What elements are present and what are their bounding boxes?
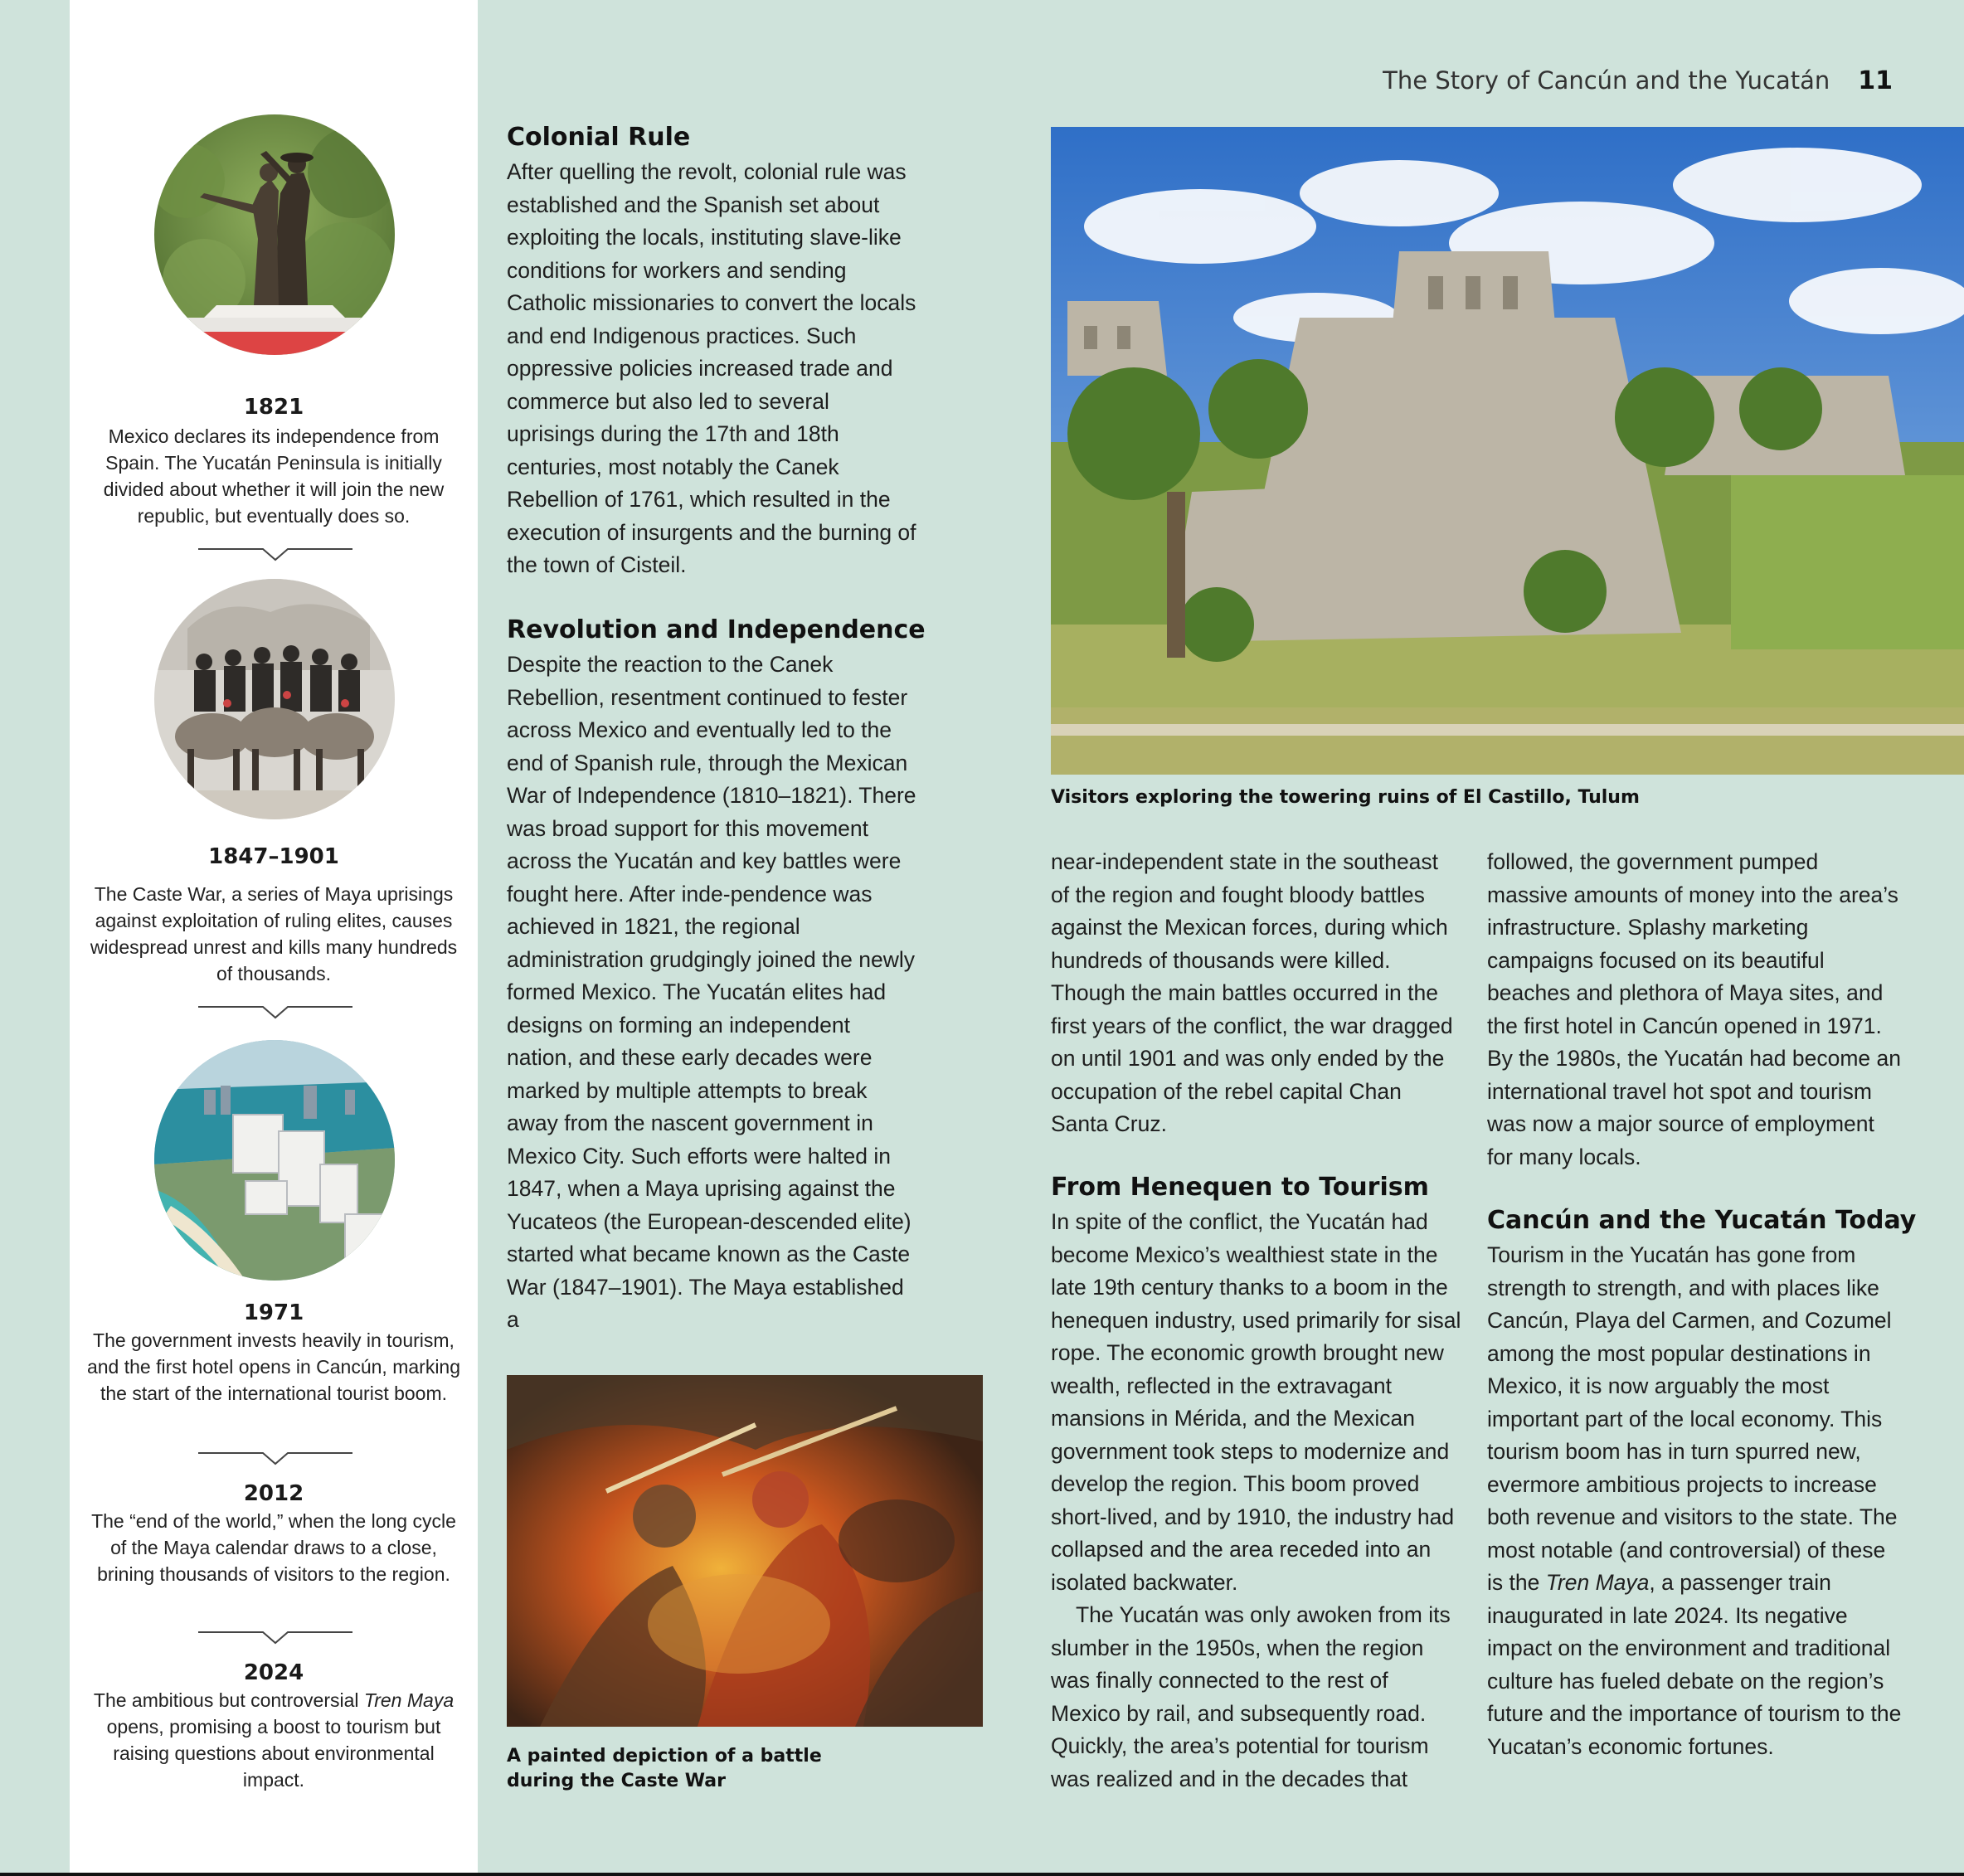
battle-caption [507,1744,983,1794]
battle-caption-line: during the Caste War [507,1771,726,1791]
timeline-year: 1821 [243,395,304,420]
tren-maya-italic: Tren Maya [1545,1570,1650,1595]
henequen-text-col2 [1051,1206,1462,1796]
timeline-description: The ambitious but controversial Tren Maya opens, promising a boost to tourism but raising questions about environmental impact. [93,1689,455,1791]
running-head [1383,66,1893,95]
left-margin [0,0,70,1876]
henequen-paragraph: The Yucatán was only awoken from its slumber in the 1950s, when the region was finally connected to the rest of Mexico by rail, and subsequently road. Quickly, the area’s potential for tourism was realized and in the decades that [1051,1602,1451,1791]
cancun-hotel-zone-aerial-photo [154,1040,395,1281]
battle-caption-line: A painted depiction of a battle [507,1746,822,1767]
timeline-year: 1971 [243,1300,304,1325]
colonial-rule-text: After quelling the revolt, colonial rule was established and the Spanish set about exploiting the locals, instituting slave-like conditions for workers and sending Catholic missionaries to convert the locals and end Indigenous practices. Such oppressive policies increased trade and commerce but also led to several uprisings during the 17th and 18th centuries, most notably the Canek Rebellion of 1761, which resulted in the execution of insurgents and the burning of the town of Cisteil. [507,159,916,577]
revolution-text-col1: Despite the reaction to the Canek Rebellion, resentment continued to fester across Mexico and eventually led to the end of Spanish rule, through the Mexican War of Independence (1810–1821). There was broad support for this movement across the Yucatán and key battles were fought here. After inde-pendence was achieved in 1821, the regional administration grudgingly joined the newly formed Mexico. The Yucatán elites had designs on forming an independent nation, and these early decades were marked by multiple attempts to break away from the nascent government in Mexico City. Such efforts were halted in 1847, when a Maya uprising against the Yucateos (the European-descended elite) started what became known as the Caste War (1847–1901). The Maya established a [507,652,916,1332]
heading-cancun-today: Cancún and the Yucatán Today [1487,1206,1917,1235]
timeline-description: The “end of the world,” when the long cycle of the Maya calendar draws to a close, brining thousands of visitors to the region. [91,1510,456,1585]
timeline-sidebar [70,0,478,1876]
heading-henequen-tourism: From Henequen to Tourism [1051,1173,1429,1202]
henequen-text-col3: followed, the government pumped massive amounts of money into the area’s infrastructure. Splashy marketing campaigns focused on its beautiful beaches and plethora of Maya sites, and the first hotel in Cancún opened in 1971. By the 1980s, the Yucatán had become an international travel hot spot and tourism was now a major source of employment for many locals. [1487,849,1901,1169]
cavalry-engraving-illustration [154,579,395,819]
timeline-divider [198,544,352,562]
caste-war-battle-painting [507,1375,983,1727]
timeline-year: 2012 [243,1481,304,1506]
timeline-year: 2024 [243,1660,304,1685]
heading-colonial-rule: Colonial Rule [507,123,691,152]
tulum-el-castillo-photo [1051,127,1964,775]
henequen-paragraph: In spite of the conflict, the Yucatán had become Mexico’s wealthiest state in the late 19th century thanks to a boom in the henequen industry, used primarily for sisal rope. The economic growth brought new wealth, reflected in the extravagant mansions in Mérida, and the Mexican government took steps to modernize and develop the region. This boom proved short-lived, and by 1910, the industry had collapsed and the area receded into an isolated backwater. [1051,1209,1461,1595]
timeline-description: The government invests heavily in tourism, and the first hotel opens in Cancún, marking the start of the international tourist boom. [86,1329,461,1404]
cancun-today-text: Tourism in the Yucatán has gone from strength to strength, and with places like Cancún, Playa del Carmen, and Cozumel among the most popular destinations in Mexico, it is now arguably the most important part of the local economy. This tourism boom has in turn spurred new, evermore ambitious projects to increase both revenue and visitors to the state. The most notable (and controversial) of these is the Tren Maya, a passenger train inaugurated in late 2024. Its negative impact on the environment and traditional culture has fueled debate on the region’s future and the importance of tourism to the Yucatan’s economic fortunes. [1487,1242,1902,1759]
tulum-caption: Visitors exploring the towering ruins of El Castillo, Tulum [1051,787,1640,808]
page-number: 11 [1858,66,1893,95]
heading-revolution-independence: Revolution and Independence [507,615,926,644]
conquistador-statue-photo [154,114,395,355]
revolution-text-col2: near-independent state in the southeast of the region and fought bloody battles against the Mexican forces, during which hundreds of thousands were killed. Though the main battles occurred in the first years of the conflict, the war dragged on until 1901 and was only ended by the occupation of the rebel capital Chan Santa Cruz. [1051,849,1453,1136]
timeline-divider [198,1627,352,1645]
running-title: The Story of Cancún and the Yucatán [1383,66,1830,95]
timeline-year: 1847–1901 [208,844,339,869]
timeline-description: The Caste War, a series of Maya uprisings against exploitation of ruling elites, causes widespread unrest and kills many hundreds of thousands. [90,883,458,984]
tren-maya-italic: Tren Maya [363,1689,455,1711]
page-bottom-rule [0,1873,1964,1876]
timeline-description: Mexico declares its independence from Spain. The Yucatán Peninsula is initially divided about whether it will join the new republic, but eventually does so. [103,425,445,527]
timeline-divider [198,1448,352,1466]
timeline-divider [198,1002,352,1020]
